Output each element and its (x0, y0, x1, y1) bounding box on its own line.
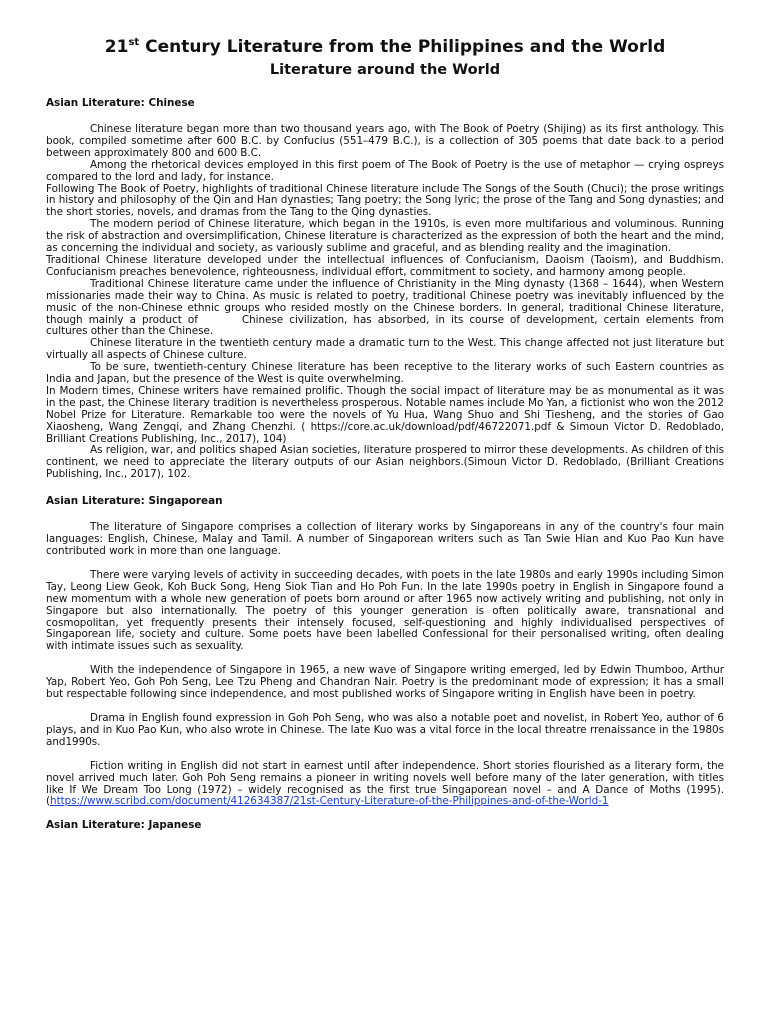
chinese-paragraph-6-part-a: Traditional Chinese literature came under the influence of Christianity in the Ming dynasty (1368 – 1644), when Western missionaries made their way to China. As music is related to poetry, traditional Chinese poetry was inevitably influenced by the music of the non-Chinese ethnic groups who resided mostly on the Chinese borders. In general, traditional Chinese literature, though mainly a product of (46, 277, 724, 326)
document-subtitle: Literature around the World (269, 62, 501, 78)
chinese-paragraph-6-part-b: Chinese civilization, has absorbed, in its course of development, certain elements from cultures other than the Chinese. (46, 313, 725, 338)
singaporean-paragraph-3: With the independence of Singapore in 1965, a new wave of Singapore writing emerged, led by Edwin Thumboo, Arthur Yap, Robert Yeo, Goh Poh Seng, Lee Tzu Pheng and Chandran Nair. Poetry is the predominant mode of expression; it has a small but respectable following since independence, and most published works of Singapore writing in English have been in poetry. (46, 664, 724, 701)
section-singaporean (46, 522, 724, 808)
heading-singaporean: Asian Literature: Singaporean (46, 495, 223, 508)
title-rest: Century Literature from the Philippines and the World (139, 37, 666, 57)
chinese-paragraph-5: Traditional Chinese literature developed under the intellectual influences of Confucianism, Daoism (Taoism), and Buddhism. Confucianism preaches benevolence, righteousness, individual effort, commitment to society, and harmony among people. (46, 253, 724, 278)
section-chinese (46, 124, 724, 481)
chinese-paragraph-7: Chinese literature in the twentieth century made a dramatic turn to the West. This change affected not just literature but virtually all aspects of Chinese culture. (46, 337, 724, 362)
chinese-paragraph-10: As religion, war, and politics shaped Asian societies, literature prospered to mirror these developments. As children of this continent, we need to appreciate the literary outputs of our Asian neighbors.(Simoun Victor D. Redoblado, (Brilliant Creations Publishing, Inc., 2017), 102. (46, 444, 724, 481)
heading-japanese: Asian Literature: Japanese (46, 819, 202, 832)
document-title (46, 37, 724, 58)
singaporean-paragraph-5-text: Fiction writing in English did not start in earnest until after independence. Short stories flourished as a literary form, the novel arrived much later. Goh Poh Seng remains a pioneer in writing novels well before many of the later generation, with titles like If We Dream Too Long (1972) – widely recognised as the first true Singaporean novel – and A Dance of Moths (1995). ( (46, 759, 724, 808)
title-prefix: 21 (104, 37, 129, 57)
singaporean-paragraph-5 (46, 761, 724, 809)
chinese-paragraph-6 (46, 279, 724, 339)
chinese-paragraph-2: Among the rhetorical devices employed in this first poem of The Book of Poetry is the use of metaphor — crying ospreys compared to the lord and lady, for instance. (46, 158, 724, 183)
chinese-paragraph-4: The modern period of Chinese literature, which began in the 1910s, is even more multifarious and voluminous. Running the risk of abstraction and oversimplification, Chinese literature is characterized as the expression of both the heart and the mind, as concerning the individual and society, as variously sublime and graceful, and as blending reality and the imagination. (46, 218, 724, 255)
chinese-paragraph-9: In Modern times, Chinese writers have remained prolific. Though the social impact of literature may be as monumental as it was in the past, the Chinese literary tradition is nevertheless prosperous. Notable names include Mo Yan, a fictionist who won the 2012 Nobel Prize for Literature. Remarkable too were the novels of Yu Hua, Wang Shuo and Shi Tiesheng, and the stories of Gao Xiaosheng, Wang Zengqi, and Zhang Chenzhi. ( https://core.ac.uk/download/pdf/46722071.pdf & Simoun Victor D. Redoblado, Brilliant Creations Publishing, Inc., 2017), 104) (46, 384, 724, 445)
title-superscript: st (128, 37, 140, 48)
singaporean-paragraph-4: Drama in English found expression in Goh Poh Seng, who was also a notable poet and novelist, in Robert Yeo, author of 6 plays, and in Kuo Pao Kun, who also wrote in Chinese. The late Kuo was a vital force in the local threatre rrenaissance in the 1980s and1990s. (46, 711, 724, 748)
chinese-paragraph-1: Chinese literature began more than two thousand years ago, with The Book of Poetry (Shijing) as its first anthology. This book, compiled sometime after 600 B.C. by Confucius (551–479 B.C.), is a collection of 305 poems that date back to a period between approximately 800 and 600 B.C. (46, 123, 724, 159)
chinese-paragraph-8: To be sure, twentieth-century Chinese literature has been receptive to the literary works of such Eastern countries as India and Japan, but the presence of the West is quite overwhelming. (46, 361, 724, 386)
chinese-paragraph-3: Following The Book of Poetry, highlights of traditional Chinese literature include The Songs of the South (Chuci); the prose writings in history and philosophy of the Qin and Han dynasties; Tang poetry; the Song lyric; the prose of the Tang and Song dynasties; and the short stories, novels, and dramas from the Tang to the Qing dynasties. (46, 182, 724, 219)
singaporean-paragraph-1: The literature of Singapore comprises a collection of literary works by Singaporeans in any of the country's four main languages: English, Chinese, Malay and Tamil. A number of Singaporean writers such as Tan Swie Hian and Kuo Pao Kun have contributed work in more than one language. (46, 521, 724, 557)
heading-chinese: Asian Literature: Chinese (46, 97, 195, 109)
scribd-source-link[interactable]: https://www.scribd.com/document/412634387/21st-Century-Literature-of-the-Philippines-and-of-the-World-1 (50, 795, 609, 808)
singaporean-paragraph-2: There were varying levels of activity in succeeding decades, with poets in the late 1980s and early 1990s including Simon Tay, Leong Liew Geok, Koh Buck Song, Heng Siok Tian and Ho Poh Fun. In the late 1990s poetry in English in Singapore found a new momentum with a whole new generation of poets born around or after 1965 now actively writing and publishing, not only in Singapore but also internationally. The poetry of this younger generation is often politically aware, transnational and cosmopolitan, yet frequently presents their intensely focused, self-questioning and highly individualised perspectives of Singaporean life, society and culture. Some poets have been labelled Confessional for their personalised writing, often dealing with intimate issues such as sexuality. (46, 568, 724, 653)
